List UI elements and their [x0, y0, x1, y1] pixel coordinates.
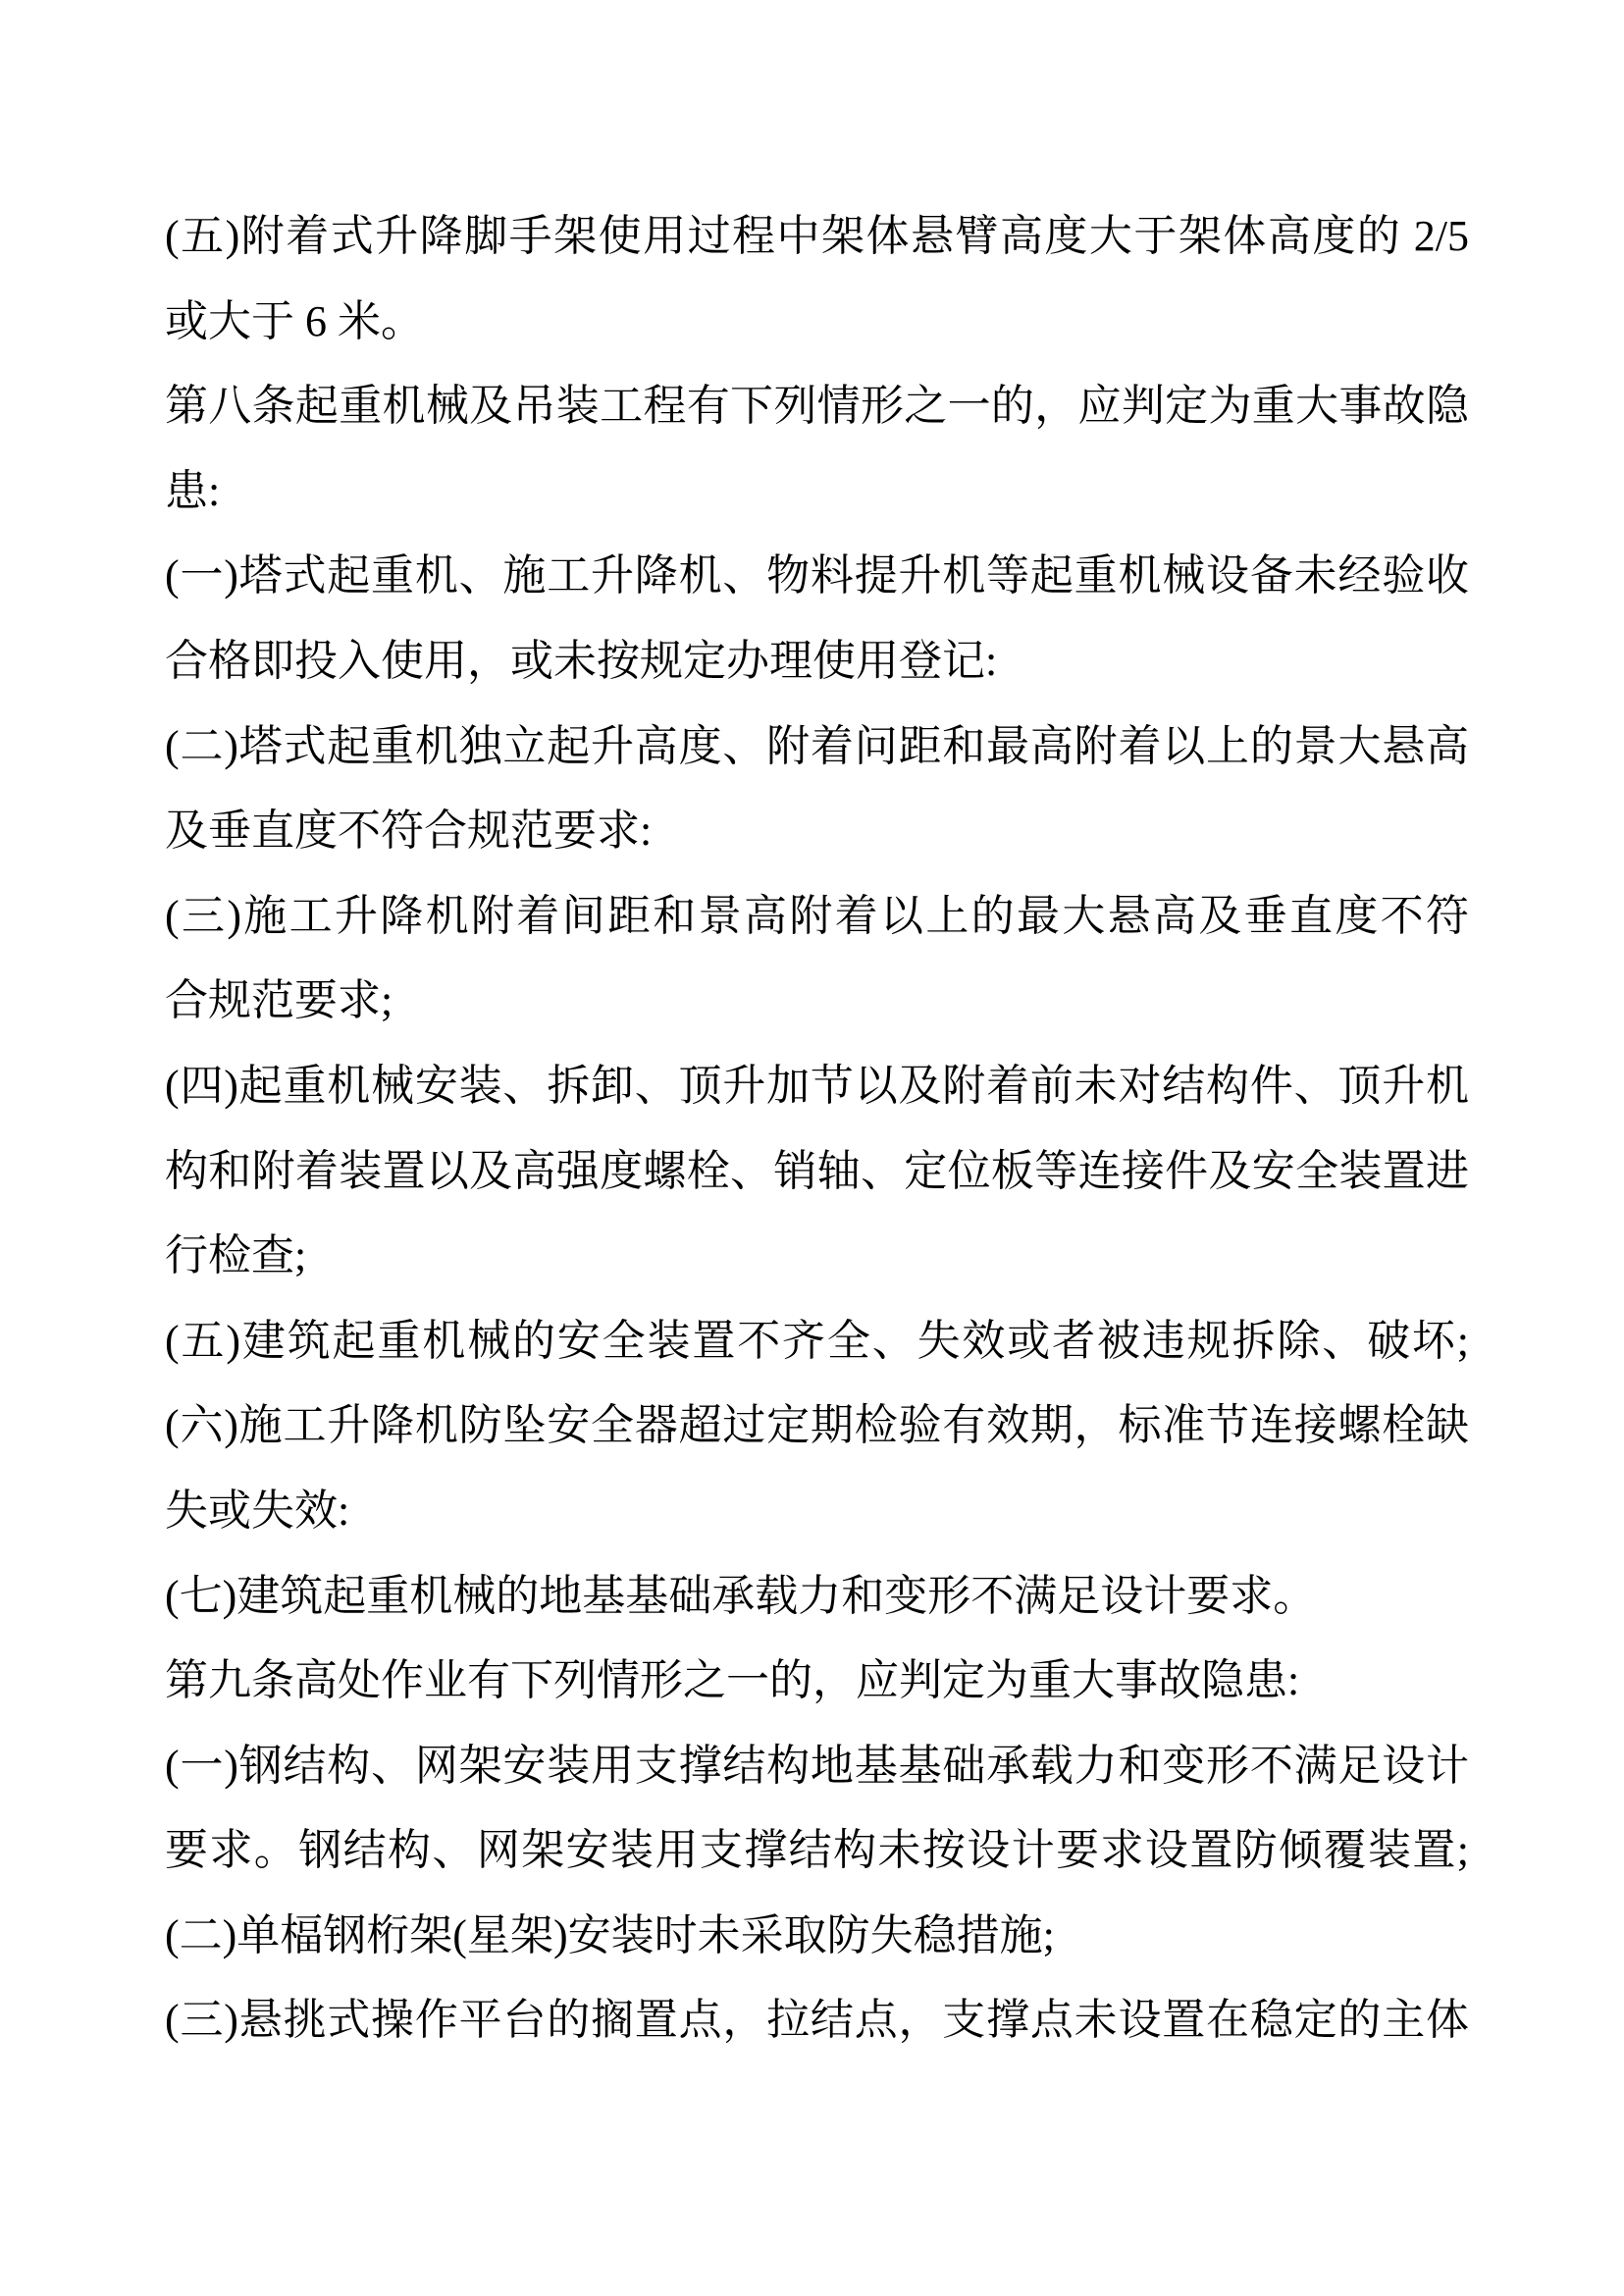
text-line: 行检查;: [165, 1231, 307, 1280]
text-line: (一)钢结构、网架安装用支撑结构地基基础承载力和变形不满足设计: [165, 1741, 1469, 1790]
text-line: (二)塔式起重机独立起升高度、附着问距和最高附着以上的景大悬高: [165, 721, 1469, 770]
text-line: 失或失效:: [165, 1486, 350, 1535]
text-line: 合规范要求;: [165, 976, 393, 1025]
text-line: 构和附着装置以及高强度螺栓、销轴、定位板等连接件及安全装置进: [165, 1146, 1469, 1195]
text-line: (三)施工升降机附着间距和景高附着以上的最大悬高及垂直度不符: [165, 891, 1469, 940]
text-line: (七)建筑起重机械的地基基础承载力和变形不满足设计要求。: [165, 1571, 1317, 1620]
text-line: (六)施工升降机防坠安全器超过定期检验有效期，标准节连接螺栓缺: [165, 1401, 1469, 1450]
text-line: 及垂直度不符合规范要求:: [165, 807, 653, 856]
text-line: 第八条起重机械及吊装工程有下列情形之一的，应判定为重大事故隐: [165, 382, 1469, 431]
text-line: 患:: [165, 466, 221, 515]
text-line: (一)塔式起重机、施工升降机、物料提升机等起重机械设备未经验收: [165, 551, 1469, 600]
text-line: (三)悬挑式操作平台的搁置点，拉结点，支撑点未设置在稳定的主体: [165, 1996, 1469, 2045]
text-line: 第九条高处作业有下列情形之一的，应判定为重大事故隐患:: [165, 1656, 1300, 1705]
text-line: (五)建筑起重机械的安全装置不齐全、失效或者被违规拆除、破坏;: [165, 1316, 1469, 1365]
text-line: 或大于 6 米。: [165, 296, 424, 345]
text-line: 要求。钢结构、网架安装用支撑结构未按设计要求设置防倾覆装置;: [165, 1826, 1469, 1875]
page-text: [165, 194, 1469, 2063]
text-line: (二)单楅钢桁架(星架)安装时未采取防失稳措施;: [165, 1910, 1055, 1959]
text-line: 合格即投入使用，或未按规定办理使用登记:: [165, 636, 998, 685]
text-line: (五)附着式升降脚手架使用过程中架体悬臂高度大于架体高度的 2/5: [165, 212, 1469, 260]
text-line: (四)起重机械安装、拆卸、顶升加节以及附着前未对结构件、顶升机: [165, 1061, 1469, 1110]
